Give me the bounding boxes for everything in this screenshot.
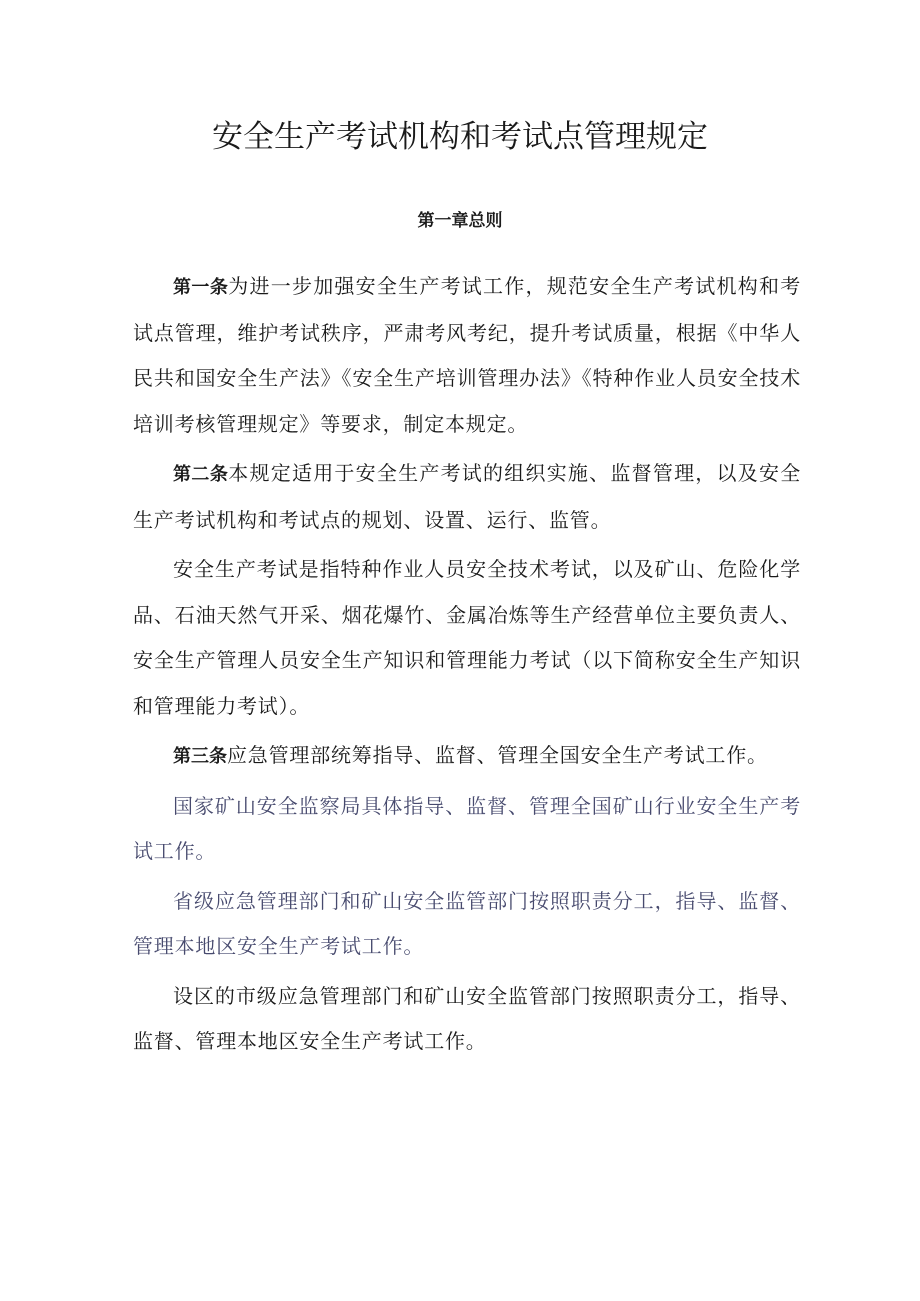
article-2-definition-paragraph [133, 547, 801, 729]
article-3-municipal-paragraph [133, 974, 801, 1065]
paragraph-text: 本规定适用于安全生产考试的组织实施、监督管理，以及安全生产考试机构和考试点的规划、设置、运行、监管。 [133, 461, 802, 532]
chapter-heading: 第一章总则 [417, 211, 503, 231]
paragraph-text: 国家矿山安全监察局具体指导、监督、管理全国矿山行业安全生产考试工作。 [133, 793, 801, 863]
article-3-paragraph [133, 733, 801, 780]
paragraph-text: 安全生产考试是指特种作业人员安全技术考试，以及矿山、危险化学品、石油天然气开采、烟花爆竹、金属冶炼等生产经营单位主要负责人、安全生产管理人员安全生产知识和管理能力考试（以下简称安全生产知识和管理能力考试）。 [133, 557, 801, 718]
article-3-mine-paragraph [133, 784, 801, 875]
article-label: 第三条 [173, 746, 227, 767]
article-1-paragraph [133, 264, 801, 447]
paragraph-text: 设区的市级应急管理部门和矿山安全监管部门按照职责分工，指导、监督、管理本地区安全生产考试工作。 [133, 983, 801, 1053]
paragraph-text: 应急管理部统筹指导、监督、管理全国安全生产考试工作。 [227, 743, 768, 767]
paragraph-text: 省级应急管理部门和矿山安全监管部门按照职责分工，指导、监督、管理本地区安全生产考试工作。 [133, 888, 801, 958]
paragraph-text: 为进一步加强安全生产考试工作，规范安全生产考试机构和考试点管理，维护考试秩序，严肃考风考纪，提升考试质量，根据《中华人民共和国安全生产法》《安全生产培训管理办法》《特种作业人员安全技术培训考核管理规定》等要求，制定本规定。 [133, 274, 802, 436]
article-3-provincial-paragraph [133, 879, 801, 970]
article-2-paragraph [133, 451, 801, 543]
article-label: 第一条 [173, 277, 229, 298]
document-title: 安全生产考试机构和考试点管理规定 [212, 119, 708, 155]
document-body [133, 264, 801, 1069]
article-label: 第二条 [173, 464, 229, 485]
